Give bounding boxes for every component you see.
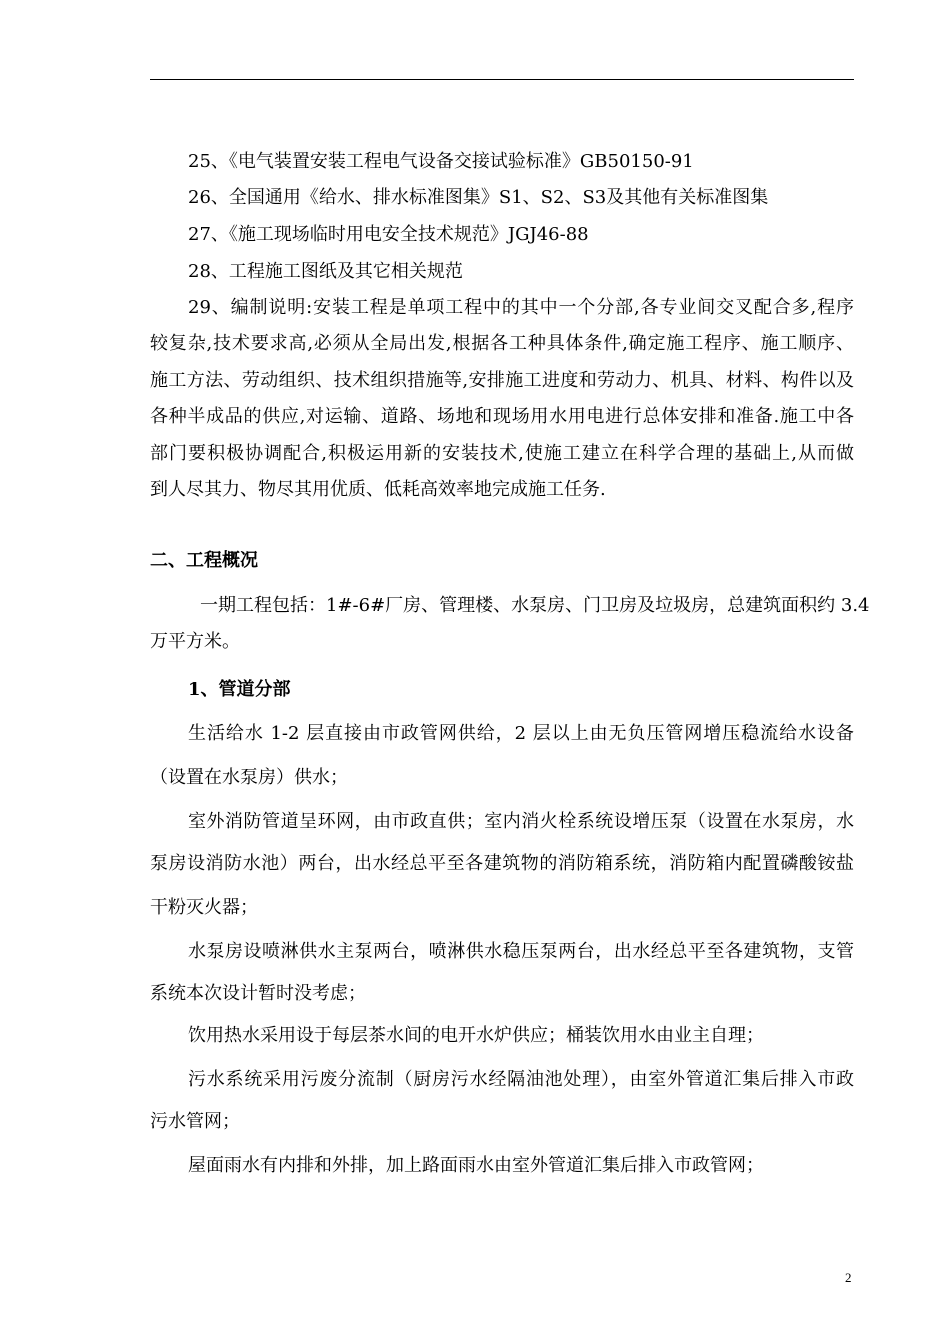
paragraph-line: 污水系统采用污废分流制（厨房污水经隔油池处理），由室外管道汇集后排入市政 (188, 1069, 854, 1090)
paragraph-line: 到人尽其力、物尽其用优质、低耗高效率地完成施工任务. (150, 479, 606, 500)
paragraph-line: 一期工程包括：1#-6#厂房、管理楼、水泵房、门卫房及垃圾房，总建筑面积约 3.4 (200, 595, 870, 616)
paragraph-line: 各种半成品的供应,对运输、道路、场地和现场用水用电进行总体安排和准备.施工中各 (150, 406, 854, 427)
paragraph-line: 较复杂,技术要求高,必须从全局出发,根据各工种具体条件,确定施工程序、施工顺序、 (150, 333, 854, 354)
header-rule (150, 79, 854, 80)
paragraph-line: （设置在水泵房）供水； (150, 767, 348, 788)
page-number: 2 (845, 1270, 852, 1285)
paragraph-line: 系统本次设计暂时没考虑； (150, 983, 366, 1004)
section-heading: 二、工程概况 (150, 550, 258, 571)
subsection-heading: 1、管道分部 (188, 679, 291, 700)
paragraph-line: 屋面雨水有内排和外排，加上路面雨水由室外管道汇集后排入市政管网； (188, 1155, 764, 1176)
list-item: 27、《施工现场临时用电安全技术规范》JGJ46-88 (188, 224, 589, 245)
paragraph-line: 饮用热水采用设于每层茶水间的电开水炉供应；桶装饮用水由业主自理； (188, 1025, 764, 1046)
paragraph-line: 干粉灭火器； (150, 897, 258, 918)
list-item: 26、全国通用《给水、排水标准图集》S1、S2、S3及其他有关标准图集 (188, 187, 769, 208)
paragraph-line: 污水管网； (150, 1111, 240, 1132)
paragraph-line: 水泵房设喷淋供水主泵两台，喷淋供水稳压泵两台，出水经总平至各建筑物，支管 (188, 941, 854, 962)
list-item: 25、《电气装置安装工程电气设备交接试验标准》GB50150-91 (188, 151, 694, 172)
paragraph-line: 万平方米。 (150, 631, 240, 652)
paragraph-line: 生活给水 1-2 层直接由市政管网供给，2 层以上由无负压管网增压稳流给水设备 (188, 723, 854, 744)
paragraph-line: 室外消防管道呈环网，由市政直供；室内消火栓系统设增压泵（设置在水泵房，水 (188, 811, 854, 832)
paragraph-line: 部门要积极协调配合,积极运用新的安装技术,使施工建立在科学合理的基础上,从而做 (150, 443, 854, 464)
paragraph-line: 泵房设消防水池）两台，出水经总平至各建筑物的消防箱系统，消防箱内配置磷酸铵盐 (150, 853, 854, 874)
paragraph-line: 施工方法、劳动组织、技术组织措施等,安排施工进度和劳动力、机具、材料、构件以及 (150, 370, 854, 391)
paragraph-line: 29、编制说明:安装工程是单项工程中的其中一个分部,各专业间交叉配合多,程序 (188, 297, 854, 318)
list-item: 28、工程施工图纸及其它相关规范 (188, 261, 463, 282)
